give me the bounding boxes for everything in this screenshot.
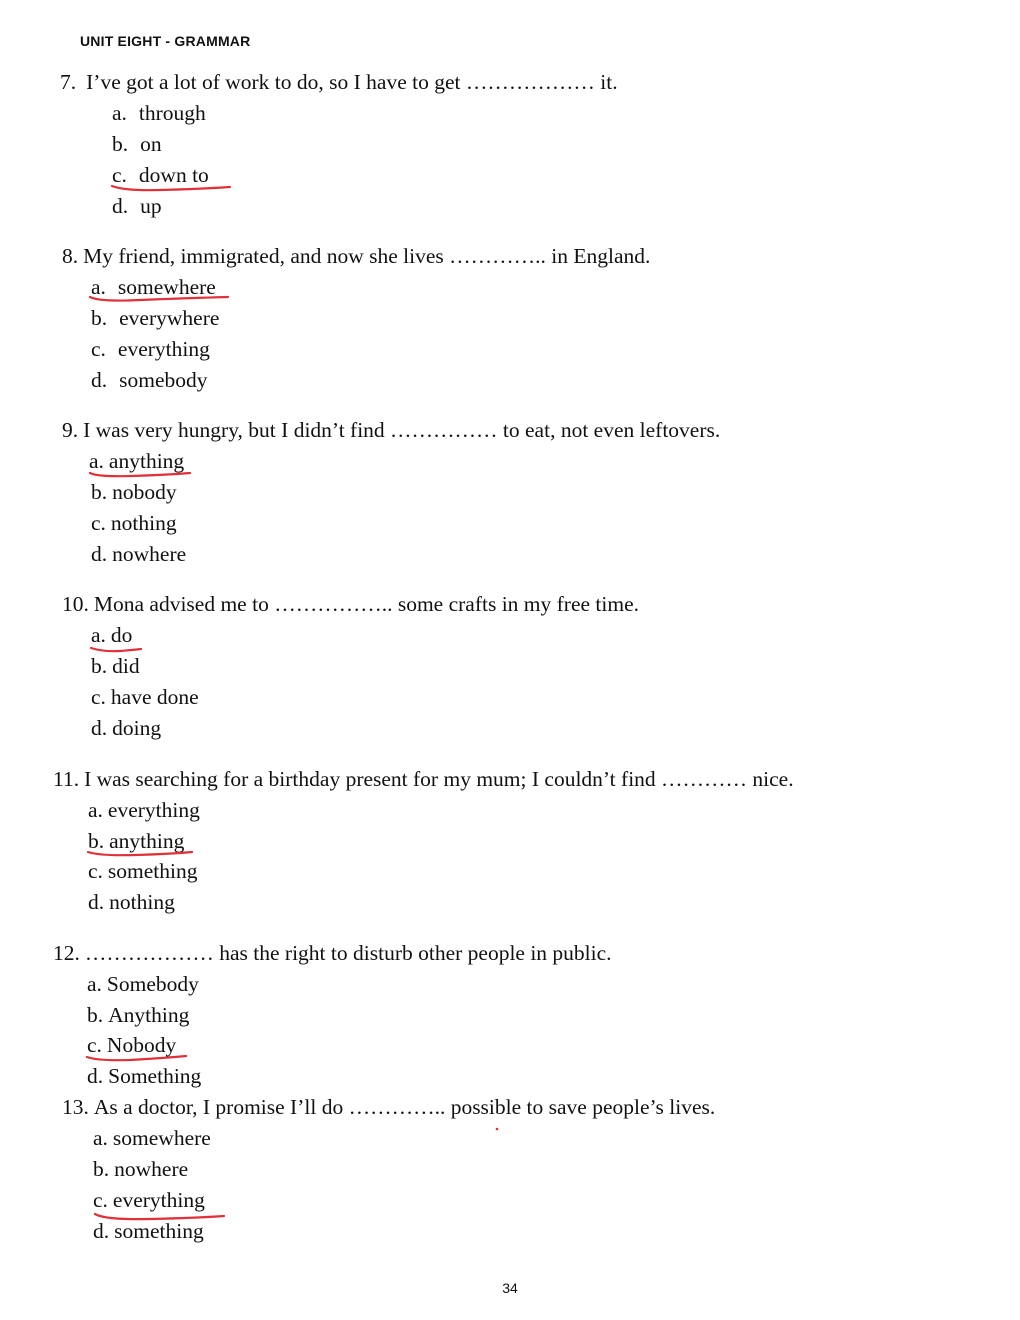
option-letter: c. [93, 1188, 108, 1212]
option-letter: d. [91, 542, 108, 566]
option-10a[interactable] [91, 625, 132, 647]
option-text: everything [107, 798, 200, 822]
option-text: somewhere [112, 1126, 211, 1150]
option-letter: b. [91, 306, 108, 330]
option-text: Somebody [106, 972, 199, 996]
option-letter: b. [93, 1157, 110, 1181]
option-letter: d. [112, 194, 129, 218]
question-text: Mona advised me to …………….. some crafts in my free time. [93, 592, 640, 616]
answer-underline-9a [90, 473, 190, 476]
option-8b[interactable] [91, 308, 219, 330]
option-11b[interactable] [88, 831, 184, 853]
option-letter: d. [91, 716, 108, 740]
option-letter: a. [91, 275, 106, 299]
option-text: anything [108, 449, 185, 473]
option-9d[interactable] [91, 544, 186, 566]
question-9 [62, 420, 720, 442]
question-text: As a doctor, I promise I’ll do ………….. possible to save people’s lives. [93, 1095, 716, 1119]
option-7c[interactable] [112, 165, 209, 187]
option-letter: a. [91, 623, 106, 647]
page-number: 34 [502, 1280, 518, 1296]
option-letter: c. [112, 163, 127, 187]
option-9b[interactable] [91, 482, 177, 504]
option-text: down to [138, 163, 209, 187]
option-letter: c. [91, 685, 106, 709]
option-text: on [140, 132, 162, 156]
option-text: nothing [109, 890, 175, 914]
question-number: 10. [62, 592, 89, 616]
option-letter: b. [88, 829, 105, 853]
option-text: something [107, 859, 198, 883]
option-13d[interactable] [93, 1221, 204, 1243]
option-text: everything [117, 337, 210, 361]
option-text: Anything [108, 1003, 190, 1027]
option-letter: c. [88, 859, 103, 883]
question-text: I’ve got a lot of work to do, so I have to get ……………… it. [86, 70, 618, 94]
option-letter: a. [89, 449, 104, 473]
option-12a[interactable] [87, 974, 199, 996]
question-7 [60, 72, 618, 94]
question-13 [62, 1097, 715, 1119]
option-letter: a. [88, 798, 103, 822]
option-letter: d. [91, 368, 108, 392]
option-13b[interactable] [93, 1159, 188, 1181]
option-12d[interactable] [87, 1066, 201, 1088]
option-13c[interactable] [93, 1190, 205, 1212]
option-letter: d. [93, 1219, 110, 1243]
question-number: 8. [62, 244, 79, 268]
question-number: 11. [53, 767, 80, 791]
option-text: something [114, 1219, 204, 1243]
question-8 [62, 246, 650, 268]
option-text: somebody [119, 368, 208, 392]
option-letter: d. [87, 1064, 104, 1088]
option-letter: b. [91, 654, 108, 678]
question-text: I was very hungry, but I didn’t find …………… to eat, not even leftovers. [83, 418, 721, 442]
stray-mark [496, 1128, 499, 1131]
option-10b[interactable] [91, 656, 140, 678]
question-text: I was searching for a birthday present for my mum; I couldn’t find ………… nice. [84, 767, 794, 791]
option-text: Something [108, 1064, 202, 1088]
question-number: 7. [60, 70, 77, 94]
option-11a[interactable] [88, 800, 200, 822]
option-13a[interactable] [93, 1128, 211, 1150]
option-letter: a. [93, 1126, 108, 1150]
option-letter: c. [91, 337, 106, 361]
option-8c[interactable] [91, 339, 210, 361]
option-text: nobody [112, 480, 177, 504]
option-7d[interactable] [112, 196, 162, 218]
option-letter: a. [87, 972, 102, 996]
option-9a[interactable] [89, 451, 184, 473]
option-text: Nobody [106, 1033, 177, 1057]
option-text: have done [110, 685, 199, 709]
option-letter: d. [88, 890, 105, 914]
option-letter: c. [91, 511, 106, 535]
option-12c[interactable] [87, 1035, 176, 1057]
option-text: anything [109, 829, 185, 853]
option-text: nowhere [112, 542, 187, 566]
option-12b[interactable] [87, 1005, 189, 1027]
option-8d[interactable] [91, 370, 208, 392]
option-letter: b. [87, 1003, 104, 1027]
question-text: My friend, immigrated, and now she lives ………….. in England. [83, 244, 651, 268]
option-text: doing [112, 716, 162, 740]
option-letter: b. [91, 480, 108, 504]
option-text: everywhere [119, 306, 220, 330]
option-10c[interactable] [91, 687, 199, 709]
option-text: up [140, 194, 162, 218]
option-text: do [110, 623, 133, 647]
answer-underline-10a [91, 648, 141, 651]
option-text: nothing [110, 511, 177, 535]
question-10 [62, 594, 639, 616]
question-number: 13. [62, 1095, 89, 1119]
question-text: ……………… has the right to disturb other people in public. [84, 941, 612, 965]
question-12 [53, 943, 612, 965]
option-letter: b. [112, 132, 129, 156]
option-11c[interactable] [88, 861, 198, 883]
option-7b[interactable] [112, 134, 162, 156]
option-text: somewhere [117, 275, 216, 299]
question-number: 12. [53, 941, 80, 965]
option-9c[interactable] [91, 513, 177, 535]
page-header: UNIT EIGHT - GRAMMAR [80, 33, 251, 49]
option-text: nowhere [114, 1157, 189, 1181]
option-text: through [138, 101, 206, 125]
question-number: 9. [62, 418, 79, 442]
option-letter: c. [87, 1033, 102, 1057]
option-10d[interactable] [91, 718, 161, 740]
option-text: everything [112, 1188, 205, 1212]
option-11d[interactable] [88, 892, 175, 914]
option-8a[interactable] [91, 277, 216, 299]
option-letter: a. [112, 101, 127, 125]
option-7a[interactable] [112, 103, 206, 125]
option-text: did [112, 654, 140, 678]
question-11 [53, 769, 794, 791]
